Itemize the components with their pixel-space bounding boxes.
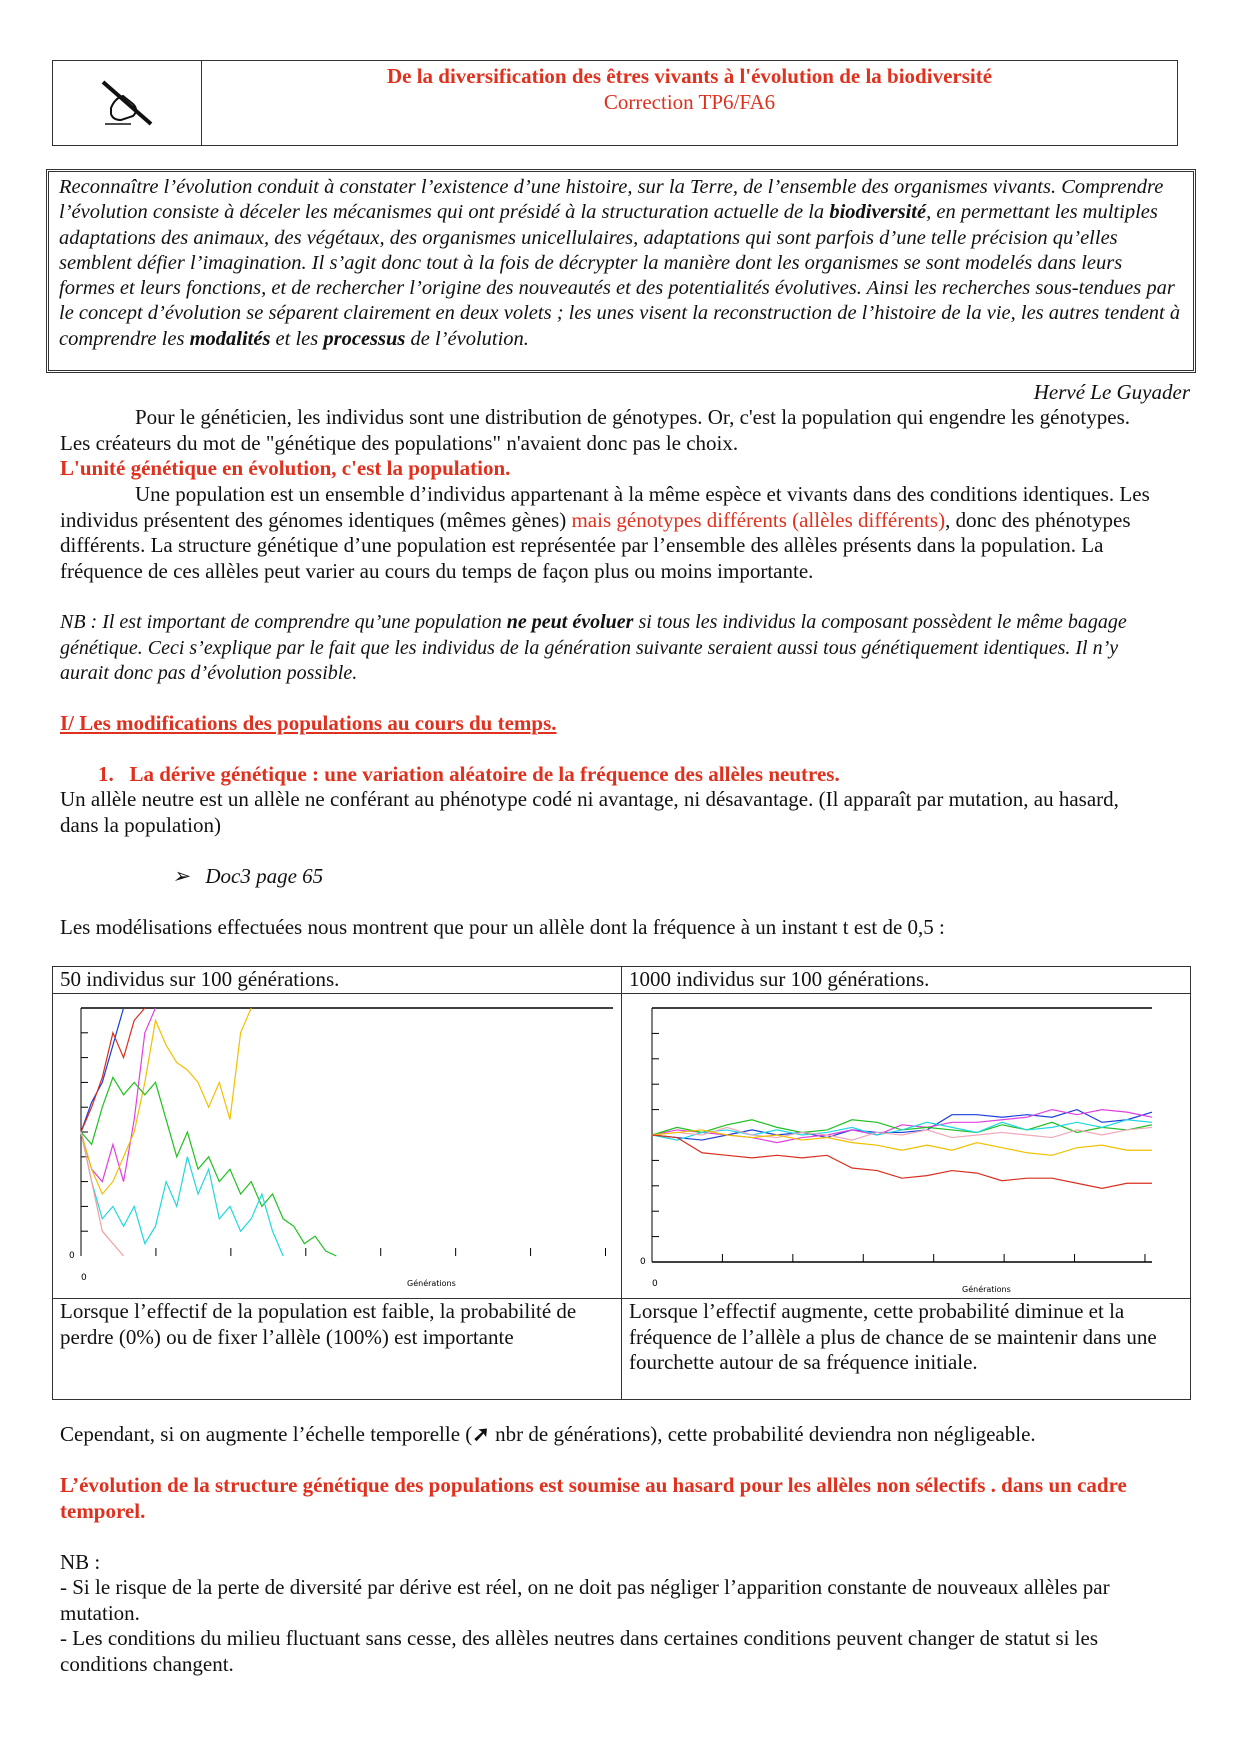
- nb-item: - Si le risque de la perte de diversité par dérive est réel, on ne doit pas négliger l’apparition constante de nouveaux allèles par mutation.: [60, 1575, 1110, 1625]
- key-statement: L'unité génétique en évolution, c'est la population.: [60, 456, 511, 480]
- quote-box: [46, 169, 1196, 373]
- quote-text: , en permettant les multiples adaptations des animaux, des végétaux, des organismes unicellulaires, adaptations qui sont parfois d’une telle précision qu’elles semblent défier l’imagination. Il s’agit donc tout à la fois de décrypter la manière dont les organismes se sont modelés dans leurs formes et leurs fonctions, et de rechercher l’origine des nouveautés et des potentialités évolutives. Ainsi les recherches sous-tendues par le concept d’évolution se séparent clairement en deux volets ; les unes visent la reconstruction de l’histoire de la vie, les autres tendent à comprendre les: [59, 201, 1181, 350]
- nb-text: NB : Il est important de comprendre qu’une population: [60, 611, 507, 633]
- page-title: De la diversification des êtres vivants à l'évolution de la biodiversité: [386, 64, 993, 88]
- nb-text: si tous les individus la composant possèdent le même bagage génétique. Ceci s’explique par le fait que les individus de la génération suivante seraient aussi tous génétiquement identiques. Il n’y aurait donc pas d’évolution possible.: [60, 611, 1127, 684]
- key-conclusion: L’évolution de la structure génétique des populations est soumise au hasard pour les allèles non sélectifs . dans un cadre temporel.: [60, 1473, 1127, 1523]
- table-header: 1000 individus sur 100 générations.: [622, 967, 1191, 994]
- paragraph-1: [60, 405, 1140, 482]
- page-subtitle: Correction TP6/FA6: [603, 89, 776, 114]
- series-line-red: [652, 1135, 1152, 1188]
- quote-text: Reconnaître l’évolution conduit à constater l’existence d’une histoire, sur la Terre, de l’ensemble des organismes vivants. Comprendre l’évolution consiste à déceler les mécanismes qui ont présidé à la structuration actuelle de la: [59, 176, 1164, 224]
- series-line-magenta: [652, 1109, 1152, 1142]
- writing-hand-crossed-icon: [53, 61, 202, 145]
- table-cell: Lorsque l’effectif augmente, cette probabilité diminue et la fréquence de l’allèle a plus de chance de se maintenir dans une fourchette autour de sa fréquence initiale.: [622, 1299, 1191, 1400]
- header-box: [52, 60, 1178, 146]
- drift-chart-1000: [622, 994, 1190, 1292]
- paragraph-text: Cependant, si on augmente l’échelle temporelle (: [60, 1422, 473, 1446]
- drift-chart-50: [53, 994, 621, 1292]
- simulation-table: [52, 966, 1191, 1400]
- y-tick-label: 0: [69, 1250, 75, 1261]
- paragraph-text: Pour le généticien, les individus sont une distribution de génotypes. Or, c'est la population qui engendre les génotypes. Les créateurs du mot de "génétique des populations" n'avaient donc pas le choix.: [60, 405, 1130, 455]
- nb-paragraph: [60, 610, 1170, 687]
- nb-bold: ne peut évoluer: [506, 611, 634, 633]
- subsection-number: 1.: [98, 762, 114, 786]
- series-line-pink: [652, 1127, 1152, 1140]
- series-line-blue: [81, 1008, 124, 1132]
- quote-bold: biodiversité: [829, 201, 927, 224]
- quote-text: et les: [270, 327, 324, 350]
- paragraph-text: Une population est un ensemble d’individus appartenant à la même espèce et vivants dans des conditions identiques. Les individus présentent des génomes identiques (mêmes gènes): [60, 482, 1150, 532]
- paragraph-2: [60, 482, 1170, 584]
- quote-bold: processus: [323, 327, 406, 350]
- nb-label: NB :: [60, 1550, 101, 1574]
- quote-text: de l’évolution.: [405, 327, 529, 350]
- x-tick-label: 0: [81, 1272, 87, 1283]
- nb-item: - Les conditions du milieu fluctuant sans cesse, des allèles neutres dans certaines conditions peuvent changer de statut si les conditions changent.: [60, 1626, 1099, 1676]
- y-tick-label: 0: [640, 1256, 646, 1267]
- paragraph-4: Les modélisations effectuées nous montrent que pour un allèle dont la fréquence à un instant t est de 0,5 :: [60, 915, 945, 939]
- table-cell: Lorsque l’effectif de la population est faible, la probabilité de perdre (0%) ou de fixer l’allèle (100%) est importante: [53, 1299, 622, 1400]
- arrow-up-right-icon: ➚: [472, 1422, 490, 1446]
- x-tick-label: 0: [652, 1278, 658, 1289]
- table-header: 50 individus sur 100 générations.: [53, 967, 622, 994]
- arrow-bullet-icon: ➢: [172, 864, 190, 888]
- paragraph-text: nbr de générations), cette probabilité deviendra non négligeable.: [489, 1422, 1036, 1446]
- x-axis-label: Générations: [962, 1284, 1011, 1292]
- subsection-title: La dérive génétique : une variation aléatoire de la fréquence des allèles neutres.: [129, 762, 840, 786]
- subsection-heading: [98, 762, 1218, 788]
- quote-bold: modalités: [189, 327, 271, 350]
- bullet-item: [172, 864, 1240, 890]
- section-heading: I/ Les modifications des populations au cours du temps.: [60, 711, 557, 735]
- series-line-yellow: [652, 1129, 1152, 1154]
- quote-author: Hervé Le Guyader: [1033, 380, 1190, 404]
- paragraph-5: [60, 1422, 1160, 1448]
- highlight-text: mais génotypes différents (allèles différents): [571, 507, 946, 532]
- x-axis-label: Générations: [407, 1278, 456, 1288]
- paragraph-3: Un allèle neutre est un allèle ne conférant au phénotype codé ni avantage, ni désavantage. (Il apparaît par mutation, au hasard, dans la population): [60, 787, 1119, 837]
- bullet-text: Doc3 page 65: [205, 864, 324, 888]
- paragraph-text: , donc des phénotypes différents. La structure génétique d’une population est représentée par l’ensemble des allèles présents dans la population. La fréquence de ces allèles peut varier au cours du temps de façon plus ou moins importante.: [60, 507, 1131, 583]
